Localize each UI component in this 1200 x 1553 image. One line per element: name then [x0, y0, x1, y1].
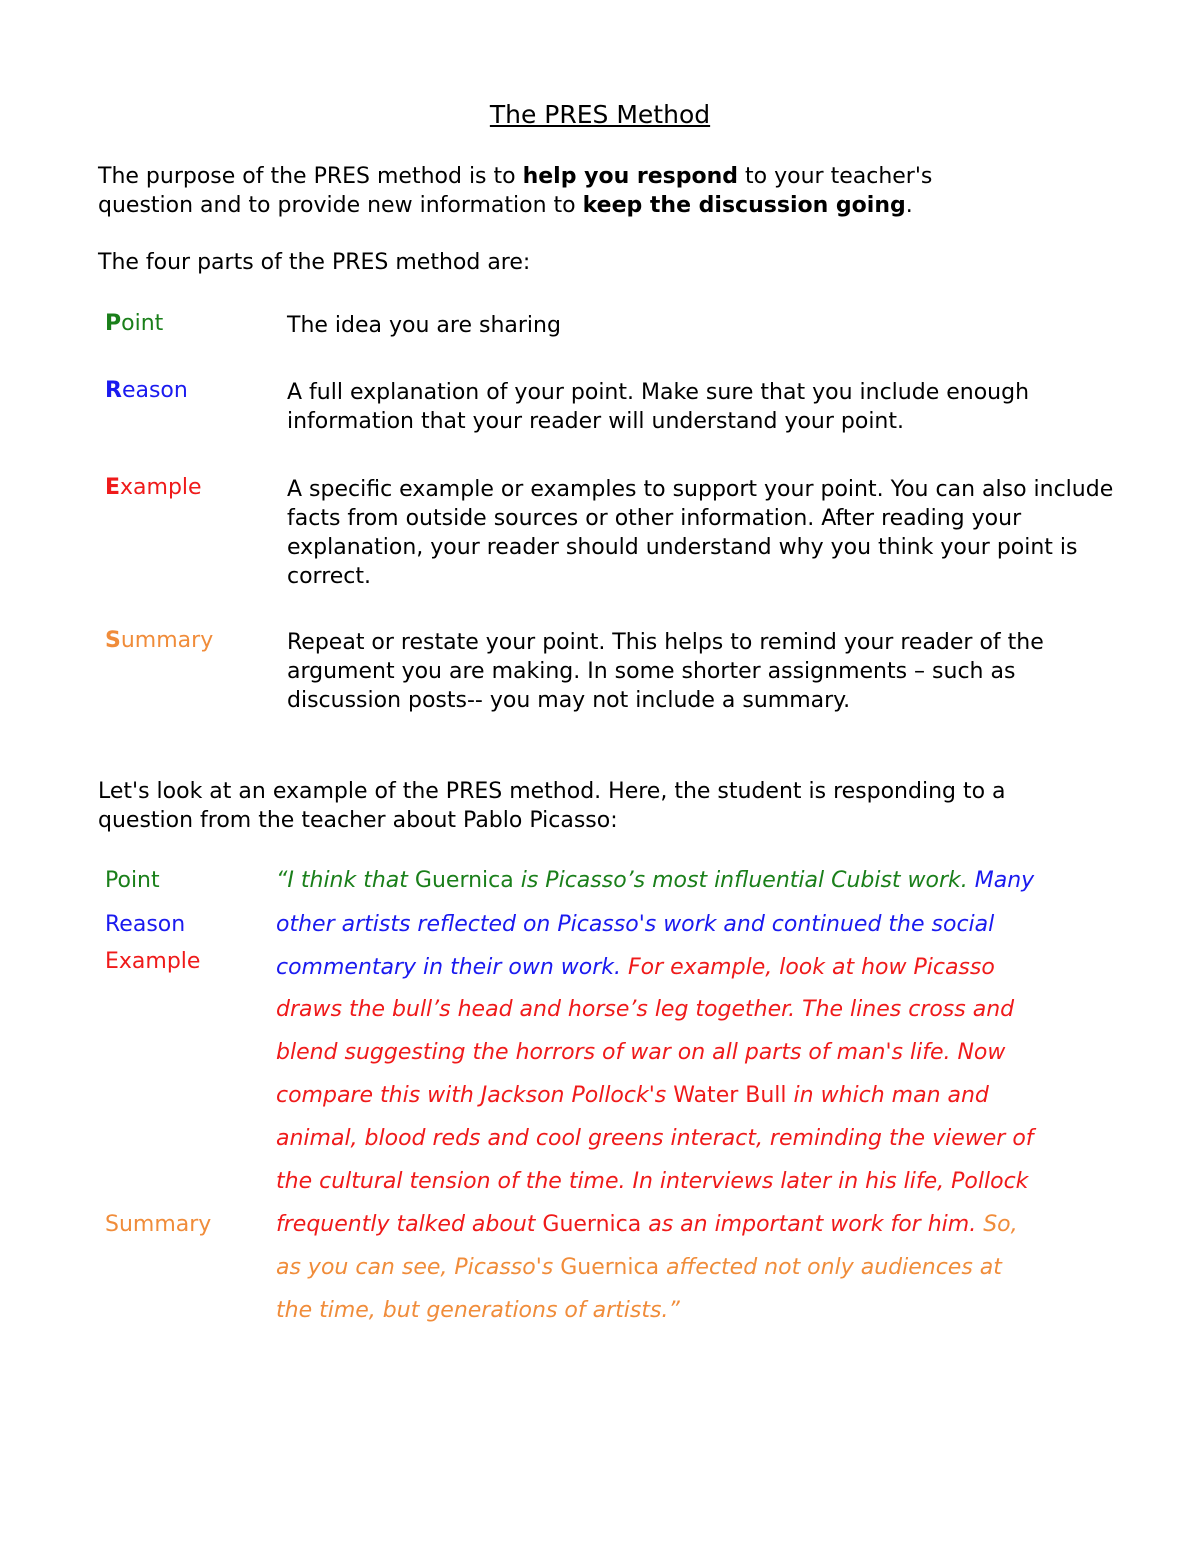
intro-bold-1: help you respond [522, 164, 739, 189]
example-line-10 [276, 1255, 1002, 1280]
example-intro-line-2: question from the teacher about Pablo Picasso: [98, 808, 618, 833]
term-summary-rest: ummary [120, 628, 214, 653]
example-line-1 [276, 868, 1034, 893]
term-summary [105, 628, 213, 653]
example-line-1-c: is Picasso’s most influential Cubist work. [513, 868, 968, 893]
example-line-6 [276, 1083, 989, 1108]
example-line-6-c: in which man and [786, 1083, 989, 1108]
example-line-3-b: For example, look at how Picasso [621, 955, 995, 980]
example-line-9-c: as an important work for him. [641, 1212, 977, 1237]
term-example [105, 475, 202, 500]
term-point-desc: The idea you are sharing [287, 313, 561, 338]
example-line-6-a: compare this with Jackson Pollock's [276, 1083, 674, 1108]
example-label-summary: Summary [105, 1212, 212, 1237]
example-line-9-b: Guernica [542, 1212, 642, 1237]
page-title: The PRES Method [489, 100, 711, 129]
term-summary-desc: Repeat or restate your point. This helps to remind your reader of the argument you are making. In some shorter assignments – such as discussion posts-- you may not include a summary. [287, 630, 1044, 713]
intro-bold-2: keep the discussion going [582, 193, 906, 218]
term-reason [105, 378, 188, 403]
example-line-2: other artists reflected on Picasso's work and continued the social [276, 912, 995, 937]
term-point [105, 311, 163, 336]
example-line-11: the time, but generations of artists.” [276, 1298, 680, 1323]
term-point-initial: P [105, 311, 122, 336]
example-line-1-a: “I think that [276, 868, 415, 893]
term-example-desc: A specific example or examples to support your point. You can also include facts from outside sources or other information. After reading your explanation, your reader should understand why you think your point is correct. [287, 477, 1114, 589]
intro-text-4: . [905, 193, 913, 218]
example-label-reason: Reason [105, 912, 186, 937]
intro-paragraph [98, 162, 1108, 220]
example-line-1-b: Guernica [414, 868, 514, 893]
example-line-1-d: Many [967, 868, 1035, 893]
intro-text-1: The purpose of the PRES method is to [98, 164, 523, 189]
four-parts-heading: The four parts of the PRES method are: [98, 250, 531, 275]
example-line-7: animal, blood reds and cool greens interact, reminding the viewer of [276, 1126, 1034, 1151]
example-line-9-d: So, [976, 1212, 1018, 1237]
example-label-example: Example [105, 949, 201, 974]
example-line-3 [276, 955, 995, 980]
example-line-5: blend suggesting the horrors of war on all parts of man's life. Now [276, 1040, 1006, 1065]
example-intro [98, 777, 1108, 835]
intro-text-2: to your teacher's [738, 164, 933, 189]
term-reason-rest: eason [121, 378, 188, 403]
example-line-9-a: frequently talked about [276, 1212, 543, 1237]
example-line-10-b: Guernica [560, 1255, 660, 1280]
term-point-rest: oint [121, 311, 164, 336]
example-line-8: the cultural tension of the time. In interviews later in his life, Pollock [276, 1169, 1029, 1194]
example-line-10-c: affected not only audiences at [659, 1255, 1002, 1280]
term-reason-desc: A full explanation of your point. Make sure that you include enough information that your reader will understand your point. [287, 380, 1030, 434]
term-summary-initial: S [105, 628, 121, 653]
example-intro-line-1: Let's look at an example of the PRES method. Here, the student is responding to a [98, 779, 1006, 804]
example-line-4: draws the bull’s head and horse’s leg together. The lines cross and [276, 997, 1015, 1022]
example-line-9 [276, 1212, 1018, 1237]
term-reason-initial: R [105, 378, 122, 403]
example-line-6-b: Water Bull [673, 1083, 787, 1108]
example-line-10-a: as you can see, Picasso's [276, 1255, 561, 1280]
example-label-point: Point [105, 868, 160, 893]
example-line-3-a: commentary in their own work. [276, 955, 621, 980]
intro-text-3: question and to provide new information to [98, 193, 583, 218]
term-example-rest: xample [120, 475, 202, 500]
term-example-initial: E [105, 475, 121, 500]
